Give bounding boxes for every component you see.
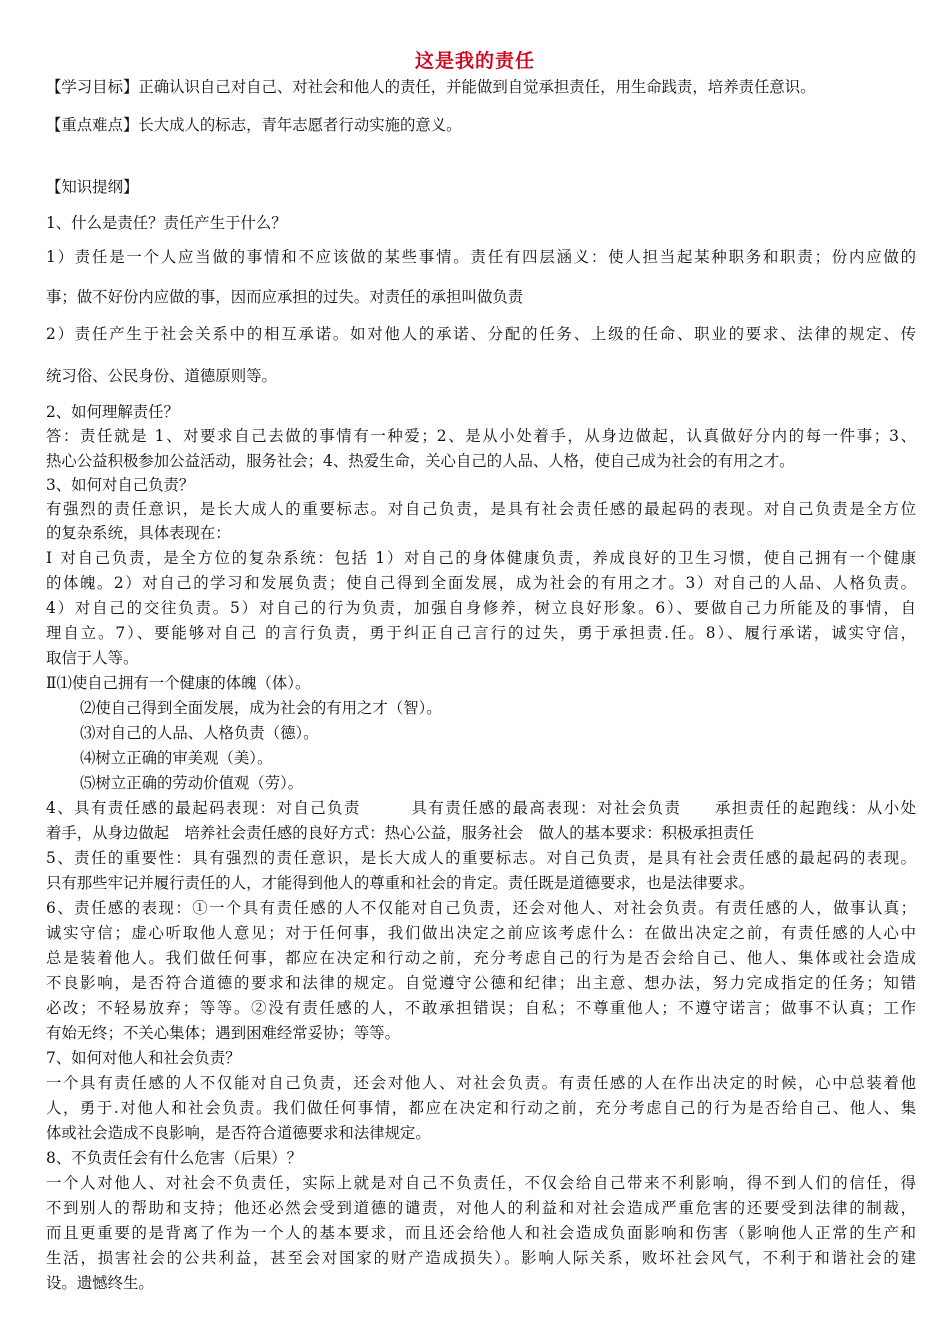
learning-goal: 【学习目标】正确认识自己对自己、对社会和他人的责任，并能做到自觉承担责任，用生命践责，培养责任意识。	[46, 78, 816, 96]
text-line: Ⅰ 对自己负责，是全方位的复杂系统：包括 1）对自己的身体健康负责，养成良好的卫生习惯，使自己拥有一个健康	[46, 549, 916, 567]
text-line: 2）责任产生于社会关系中的相互承诺。如对他人的承诺、分配的任务、上级的任命、职业的要求、法律的规定、传	[46, 325, 916, 343]
text-line: 统习俗、公民身份、道德原则等。	[46, 367, 277, 385]
outline-heading: 【知识提纲】	[46, 178, 139, 196]
text-line: 热心公益积极参加公益活动，服务社会；4、热爱生命，关心自己的人品、人格，使自己成为社会的有用之才。	[46, 452, 795, 470]
text-line: 理自立。7）、要能够对自己 的言行负责，勇于纠正自己言行的过失，勇于承担责.任。8）、履行承诺，诚实守信，	[46, 624, 916, 642]
text-line: 6、责任感的表现：①一个具有责任感的人不仅能对自己负责，还会对他人、对社会负责。有责任感的人，做事认真；	[46, 899, 916, 917]
page-title: 这是我的责任	[414, 50, 535, 72]
text-line: 一个人对他人、对社会不负责任，实际上就是对自己不负责任，不仅会给自己带来不利影响，得不到人们的信任，得	[46, 1174, 916, 1192]
text-line: 体或社会造成不良影响，是否符合道德要求和法律规定。	[46, 1124, 431, 1142]
text-line: 只有那些牢记并履行责任的人，才能得到他人的尊重和社会的肯定。责任既是道德要求，也是法律要求。	[46, 874, 754, 892]
text-line: 取信于人等。	[46, 649, 139, 667]
text-line: 4、具有责任感的最起码表现：对自己负责 具有责任感的最高表现：对社会负责 承担责任的起跑线：从小处	[46, 799, 916, 817]
text-line: 总是装着他人。我们做任何事，都应在决定和行动之前，充分考虑自己的行为是否会给自己、他人、集体或社会造成	[46, 949, 916, 967]
text-line: 4）对自己的交往负责。5）对自己的行为负责，加强自身修养，树立良好形象。6）、要做自己力所能及的事情，自	[46, 599, 916, 617]
text-line: 1、什么是责任？责任产生于什么？	[46, 214, 287, 232]
text-line: 有始无终；不关心集体；遇到困难经常妥协；等等。	[46, 1024, 400, 1042]
text-line: 的体魄。2）对自己的学习和发展负责；使自己得到全面发展，成为社会的有用之才。3）对自己的人品、人格负责。	[46, 574, 916, 592]
text-line: 必改；不轻易放弃；等等。②没有责任感的人，不敢承担错误；自私；不尊重他人；不遵守诺言；做事不认真；工作	[46, 999, 916, 1017]
text-line: Ⅱ⑴使自己拥有一个健康的体魄（体）。	[46, 674, 311, 692]
text-line: 人，勇于.对他人和社会负责。我们做任何事情，都应在决定和行动之前，充分考虑自己的行为是否给自己、他人、集	[46, 1099, 916, 1117]
text-line: 3、如何对自己负责？	[46, 476, 195, 494]
text-line: 的复杂系统，具体表现在：	[46, 524, 231, 542]
text-line: 1）责任是一个人应当做的事情和不应该做的某些事情。责任有四层涵义：使人担当起某种职务和职责；份内应做的	[46, 248, 916, 266]
text-line: ⑸树立正确的劳动价值观（劳）。	[80, 774, 304, 792]
text-line: 而且更重要的是背离了作为一个人的基本要求，而且还会给他人和社会造成负面影响和伤害（影响他人正常的生产和	[46, 1224, 916, 1242]
text-line: 设。遗憾终生。	[46, 1274, 154, 1292]
text-line: 一个具有责任感的人不仅能对自己负责，还会对他人、对社会负责。有责任感的人在作出决定的时候，心中总装着他	[46, 1074, 916, 1092]
text-line: 5、责任的重要性：具有强烈的责任意识，是长大成人的重要标志。对自己负责，是具有社会责任感的最起码的表现。	[46, 849, 916, 867]
text-line: 2、如何理解责任？	[46, 403, 179, 421]
text-line: ⑷树立正确的审美观（美）。	[80, 749, 273, 767]
text-line: 事；做不好份内应做的事，因而应承担的过失。对责任的承担叫做负责	[46, 288, 524, 306]
text-line: 7、如何对他人和社会负责？	[46, 1049, 241, 1067]
text-line: 有强烈的责任意识，是长大成人的重要标志。对自己负责，是具有社会责任感的最起码的表现。对自己负责是全方位	[46, 500, 916, 518]
text-line: 不良影响，是否符合道德的要求和法律的规定。自觉遵守公德和纪律；出主意、想办法，努力完成指定的任务；知错	[46, 974, 916, 992]
text-line: 生活，损害社会的公共利益，甚至会对国家的财产造成损失）。影响人际关系，败坏社会风气，不利于和谐社会的建	[46, 1249, 916, 1267]
key-difficulty: 【重点难点】长大成人的标志，青年志愿者行动实施的意义。	[46, 116, 462, 134]
text-line: ⑵使自己得到全面发展，成为社会的有用之才（智）。	[80, 699, 442, 717]
text-line: 不到别人的帮助和支持；他还必然会受到道德的谴责，对他人的利益和对社会造成严重危害的还要受到法律的制裁，	[46, 1199, 916, 1217]
text-line: 答：责任就是 1、对要求自己去做的事情有一种爱；2、是从小处着手，从身边做起，认真做好分内的每一件事；3、	[46, 427, 916, 445]
text-line: 8、不负责任会有什么危害（后果）？	[46, 1149, 303, 1167]
text-line: ⑶对自己的人品、人格负责（德）。	[80, 724, 319, 742]
text-line: 着手，从身边做起 培养社会责任感的良好方式：热心公益，服务社会 做人的基本要求：积极承担责任	[46, 824, 754, 842]
text-line: 诚实守信；虚心听取他人意见；对于任何事，我们做出决定之前应该考虑什么：在做出决定之前，有责任感的人心中	[46, 924, 916, 942]
